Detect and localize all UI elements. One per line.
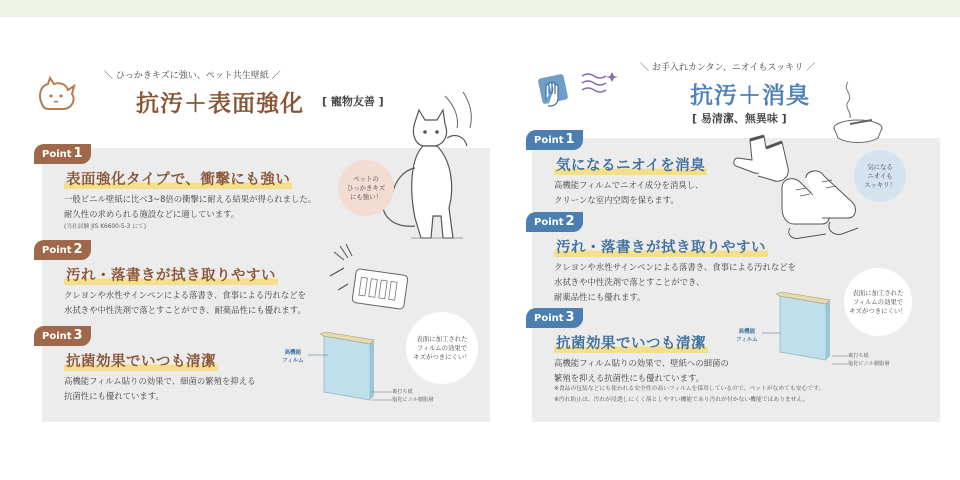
left-point1-note: (当社試験 JIS K6600-5-3 にて) [64,224,147,230]
right-kicker: ＼ お手入れカンタン、ニオイもスッキリ ／ [640,63,816,73]
wipe-hand-icon [536,70,572,110]
left-film-label: 高機能 フィルム [282,350,304,364]
left-point2-text: クレヨンや水性サインペンによる落書き、食事による汚れなどを 水拭きや中性洗剤で落とすことができ、耐薬品性にも優れます。 [64,290,306,315]
left-point3-tag: Point 3 [34,326,91,346]
right-point2-heading: 汚れ・落書きが拭き取りやすい [556,240,766,256]
right-point3-tag: Point 3 [526,308,583,328]
right-point3-heading: 抗菌効果でいつも清潔 [556,336,706,352]
right-subtitle: [ 易清潔、無異味 ] [692,112,787,125]
right-panel [480,0,960,480]
right-layer-labels: 裏打ち紙 塩化ビニル樹脂層 [848,353,890,367]
left-layer-labels: 裏打ち紙 塩化ビニル樹脂層 [392,389,434,403]
left-kicker: ＼ ひっかきキズに強い、ペット共生壁紙 ／ [104,71,281,81]
right-point1-tag: Point 1 [526,130,583,150]
left-point3-text: 高機能フィルム貼りの効果で、細菌の繁殖を抑える 抗菌性にも優れています。 [64,376,256,401]
shoes-illustration [776,168,866,248]
left-layer-leader-lines [372,390,392,406]
right-point3-text: 高機能フィルム貼りの効果で、壁紙への細菌の 繁殖を抑える抗菌性にも優れています。 [554,358,729,383]
right-film-bubble: 表面に加工された フィルムの効果で キズがつきにくい！ [844,268,912,336]
left-pet-bubble: ペットの ひっかきキズ にも強い！ [338,160,394,216]
right-film-leader-line [762,330,780,336]
right-point1-heading: 気になるニオイを消臭 [556,158,706,174]
left-point1-heading: 表面強化タイプで、衝撃にも強い [66,172,291,188]
right-point3-notes: ※食品の包装などにも使われる安全性の高いフィルムを採用しているので、ペットがなめても安心です。 ※汚れ防止は、汚れが浸透しにくく落としやすい機能であり汚れが付かない機能ではありません。 [554,386,825,403]
right-point1-text: 高機能フィルムでニオイ成分を消臭し、 クリーンな室内空間を保ちます。 [554,180,704,205]
left-title: 抗汚＋表面強化 [136,91,304,117]
right-film-layer-diagram [774,290,838,364]
left-point1-text: 一般ビニル壁紙に比べ3~8倍の衝撃に耐える結果が得られました。 耐久性の求められる施設などに適しています。 [64,194,317,219]
left-film-bubble: 表面に加工された フィルムの効果で キズがつきにくい！ [406,312,478,384]
left-point1-tag: Point 1 [34,144,91,164]
odor-waves-icon [580,68,620,96]
left-point2-tag: Point 2 [34,240,91,260]
right-point2-tag: Point 2 [526,212,583,232]
right-point2-text: クレヨンや水性サインペンによる落書き、食事による汚れなどを 水拭きや中性洗剤で落とすことができ、 耐薬品性にも優れます。 [554,262,796,302]
left-point3-heading: 抗菌効果でいつも清潔 [66,354,216,370]
ashtray-illustration [828,78,888,150]
cat-illustration [375,88,485,253]
left-subtitle: [ 寵物友善 ] [322,95,384,108]
right-title: 抗汚＋消臭 [690,83,810,109]
right-layer-leader-lines [832,354,848,370]
crayon-box-illustration [318,240,418,320]
left-point2-heading: 汚れ・落書きが拭き取りやすい [66,268,276,284]
right-film-label: 高機能 フィルム [736,329,758,343]
pet-logo-icon [36,74,80,114]
right-odor-bubble: 気になる ニオイも スッキリ！ [854,150,906,202]
left-film-leader-line [308,352,328,358]
